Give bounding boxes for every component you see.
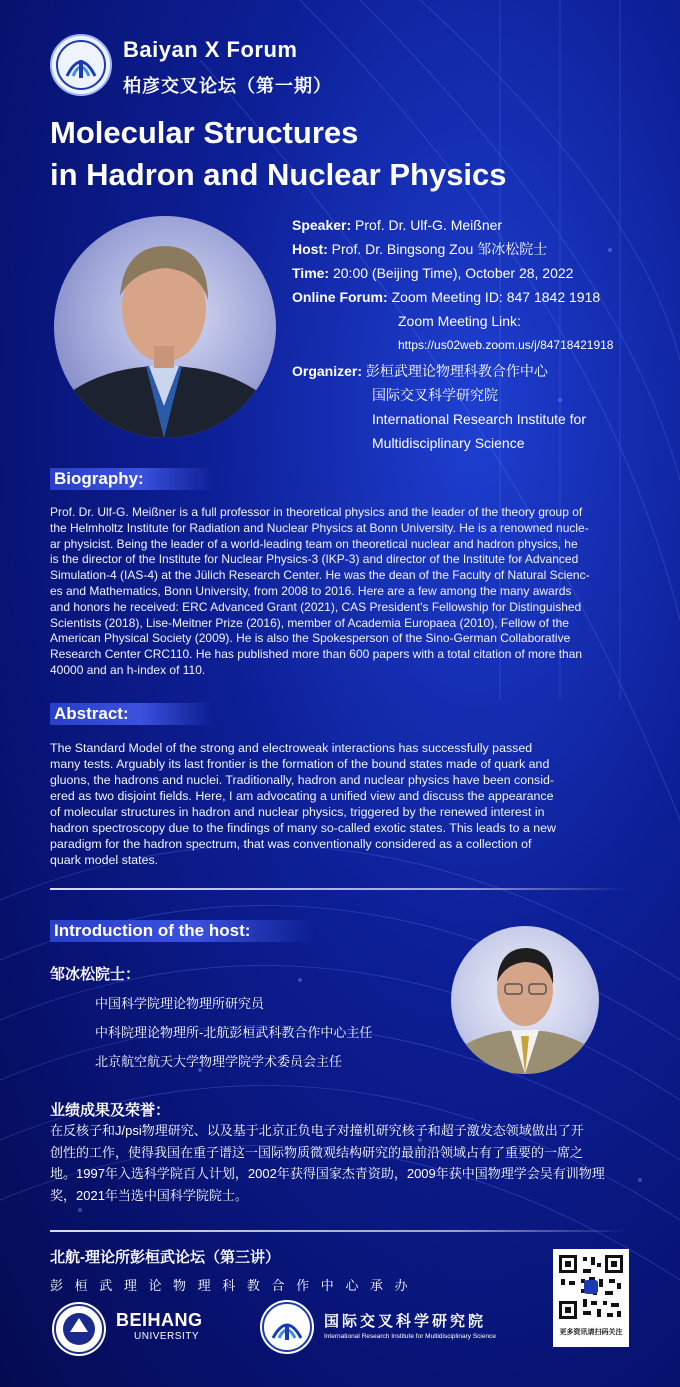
iris-name-cn: 国际交叉科学研究院 <box>324 1313 487 1330</box>
biography-line: Simulation-4 (IAS-4) at the Jülich Research Center. He was the dean of the Faculty of Natural Scienc- <box>50 568 590 583</box>
achievements-line: 在反核子和J/psi物理研究、以及基于北京正负电子对撞机研究核子和超子激发态领域做出了开 <box>50 1123 584 1138</box>
achievements-heading: 业绩成果及荣誉： <box>50 1102 171 1119</box>
abstract-line: of molecular structures in hadron and nuclear physics, triggered by the renewed interest in <box>50 805 545 819</box>
host-intro-heading: Introduction of the host: <box>50 920 314 942</box>
biography-line: es and Mathematics, Bonn University, from 2008 to 2016. Here are a few among the many awards <box>50 583 572 598</box>
abstract-heading: Abstract: <box>50 703 214 725</box>
biography-line: American Physical Society (2009). He is also the Spokesperson of the Sino-German Collaborative <box>50 631 571 646</box>
host-position: 中国科学院理论物理所研究员 <box>95 996 265 1011</box>
organizer-2: 国际交叉科学研究院 <box>372 387 498 403</box>
host-row <box>292 237 642 261</box>
host-position: 中科院理论物理所-北航彭桓武科教合作中心主任 <box>95 1025 373 1040</box>
organizer-line: 彭 桓 武 理 论 物 理 科 教 合 作 中 心 承 办 <box>50 1278 412 1293</box>
abstract-line: paradigm for the hadron spectrum, that was conventionally considered as a collection of <box>50 837 532 851</box>
achievements-line: 创性的工作，使得我国在重子谱这一国际物质微观结构研究的最前沿领域占有了重要的一席之 <box>50 1144 584 1160</box>
forum-name-cn: 柏彦交叉论坛（第一期） <box>123 76 332 96</box>
series-title: 北航-理论所彭桓武论坛（第三讲） <box>50 1249 280 1266</box>
title-line-1: Molecular Structures <box>50 115 359 150</box>
organizer-3: International Research Institute for <box>372 411 587 427</box>
biography-line: the Helmholtz Institute for Radiation and Nuclear Physics at Bonn University. He is a renowned nucle- <box>50 520 589 535</box>
iris-name-en: International Research Institute for Multidisciplinary Science <box>324 1333 496 1340</box>
organizer-row <box>292 359 642 383</box>
iris-logo <box>260 1300 314 1354</box>
biography-line: and honors he received: ERC Advanced Grant (2021), CAS President's Fellowship for Distinguished <box>50 599 582 614</box>
talk-title <box>50 112 507 196</box>
host-label: Host: <box>292 241 328 257</box>
speaker-photo <box>54 216 276 438</box>
beihang-logo <box>52 1302 106 1356</box>
time-row <box>292 261 642 285</box>
qr-code[interactable] <box>553 1249 629 1347</box>
zoom-id: Zoom Meeting ID: 847 1842 1918 <box>391 289 601 305</box>
title-line-2: in Hadron and Nuclear Physics <box>50 157 507 192</box>
forum-name-en: Baiyan X Forum <box>123 37 298 62</box>
event-info <box>292 213 642 455</box>
online-label: Online Forum: <box>292 289 388 305</box>
abstract-line: many tests. Arguably its last frontier is the formation of the bound states made of quark and <box>50 757 550 771</box>
abstract-line: The Standard Model of the strong and electroweak interactions has successfully passed <box>50 741 533 755</box>
divider <box>50 1230 628 1232</box>
host-name-cn: 邹冰松院士： <box>50 966 141 983</box>
speaker-row <box>292 213 642 237</box>
achievements-line: 奖，2021年当选中国科学院院士。 <box>50 1187 248 1203</box>
abstract-line: ered as two disjoint fields. Here, I am advocating a unified view and discuss the appearance <box>50 789 554 803</box>
biography-heading: Biography: <box>50 468 214 490</box>
organizer-1: 彭桓武理论物理科教合作中心 <box>365 363 548 379</box>
baiyan-forum-logo <box>50 34 112 96</box>
qr-caption: 更多资讯请扫码关注 <box>559 1329 623 1336</box>
organizer-label: Organizer: <box>292 363 363 379</box>
achievements-text <box>50 1120 630 1206</box>
abstract-line: gluons, the hadrons and nuclei. Traditionally, hadron and nuclear physics have been consid- <box>50 773 554 787</box>
biography-line: Research Center CRC110. He has published more than 600 papers with a total citation of more than <box>50 647 583 662</box>
divider <box>50 888 628 890</box>
host-name: Prof. Dr. Bingsong Zou 邹冰松院士 <box>331 241 548 257</box>
biography-text <box>50 505 628 679</box>
abstract-line: hadron spectroscopy due to the findings of many so-called exotic states. This leads to a new <box>50 821 557 835</box>
qr-code-image <box>553 1249 629 1325</box>
biography-line: ar physicist. Being the leader of a world-leading team on theoretical nuclear and hadron physics, he <box>50 536 578 551</box>
host-position: 北京航空航天大学物理学院学术委员会主任 <box>95 1054 343 1069</box>
achievements-line: 地。1997年入选科学院百人计划，2002年获得国家杰青资助，2009年获中国物理学会吴有训物理 <box>50 1166 605 1181</box>
time-label: Time: <box>292 265 330 281</box>
speaker-name: Prof. Dr. Ulf-G. Meißner <box>355 217 503 233</box>
zoom-link-label: Zoom Meeting Link: <box>398 313 521 329</box>
beihang-name: BEIHANG <box>116 1310 203 1330</box>
biography-line: Scientists (2018), Lise-Meitner Prize (2016), member of Academia Europaea (2010), Fellow of the <box>50 615 569 630</box>
beihang-sub: UNIVERSITY <box>134 1331 200 1342</box>
biography-line: is the director of the Institute for Nuclear Physics-3 (IKP-3) and director of the Institute for Advanced <box>50 552 579 567</box>
speaker-label: Speaker: <box>292 217 352 233</box>
abstract-line: quark model states. <box>50 853 159 867</box>
organizer-4: Multidisciplinary Science <box>372 435 525 451</box>
host-photo <box>451 926 599 1074</box>
abstract-text <box>50 740 628 868</box>
biography-line: Prof. Dr. Ulf-G. Meißner is a full professor in theoretical physics and the leader of the theory group of <box>50 505 583 519</box>
zoom-link[interactable]: https://us02web.zoom.us/j/84718421918 <box>398 338 614 352</box>
time-value: 20:00 (Beijing Time), October 28, 2022 <box>332 265 574 281</box>
biography-line: 40000 and an h-index of 110. <box>50 662 206 677</box>
online-row <box>292 285 642 309</box>
